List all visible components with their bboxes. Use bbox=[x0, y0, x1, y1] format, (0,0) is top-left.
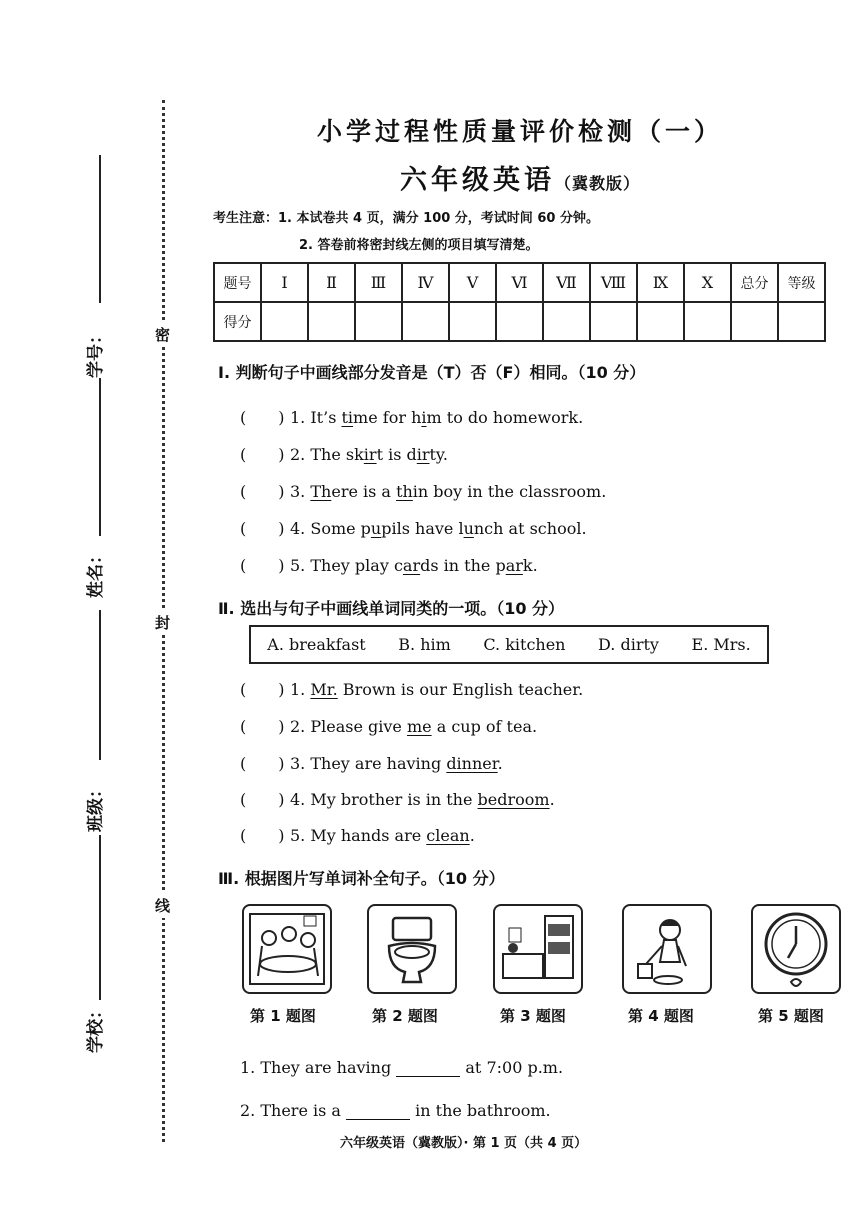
score-table bbox=[213, 262, 826, 342]
s1-question-5 bbox=[240, 553, 538, 576]
underlined-part: Th bbox=[310, 482, 332, 501]
score-table-header-row bbox=[214, 263, 825, 302]
underlined-part: ar bbox=[402, 556, 421, 575]
section-1-heading: Ⅰ. 判断句子中画线部分发音是（T）否（F）相同。（10 分） bbox=[218, 363, 646, 382]
score-cell[interactable] bbox=[543, 302, 590, 341]
underlined-part: ar bbox=[505, 556, 523, 575]
q-number: 4. bbox=[290, 519, 306, 538]
boy-cleaning-icon bbox=[622, 904, 712, 994]
school-label: 学校： bbox=[86, 1002, 106, 1053]
q-text: 1. They are having bbox=[240, 1058, 397, 1077]
underlined-word: dinner bbox=[446, 754, 498, 773]
q-text: nch at school. bbox=[473, 519, 587, 538]
picture-caption-5: 第 5 题图 bbox=[758, 1007, 824, 1025]
s3-question-1 bbox=[240, 1058, 563, 1077]
option-b: B. him bbox=[398, 635, 451, 654]
option-d: D. dirty bbox=[598, 635, 659, 654]
notice-text-1: 1. 本试卷共 4 页，满分 100 分，考试时间 60 分钟。 bbox=[278, 211, 599, 226]
score-col-header: Ⅳ bbox=[402, 263, 449, 302]
q-text: m to do homework. bbox=[426, 408, 584, 427]
subtitle-text: 六年级英语 bbox=[399, 165, 555, 196]
option-a: A. breakfast bbox=[267, 635, 366, 654]
q-number: 3. bbox=[290, 482, 306, 501]
notice-line-2: 2. 答卷前将密封线左侧的项目填写清楚。 bbox=[299, 238, 539, 253]
q-text: me for h bbox=[353, 408, 422, 427]
student-no-label: 学号： bbox=[86, 327, 106, 378]
toilet-icon bbox=[367, 904, 457, 994]
underlined-part: ir bbox=[363, 445, 377, 464]
school-line[interactable] bbox=[99, 835, 101, 1000]
option-box bbox=[249, 625, 769, 664]
q-number: 1. bbox=[290, 408, 306, 427]
underlined-word: me bbox=[406, 717, 432, 736]
q-text: a cup of tea. bbox=[431, 717, 538, 736]
s1-question-2 bbox=[240, 442, 448, 465]
score-row-label: 得分 bbox=[214, 302, 261, 341]
q-text: . bbox=[549, 790, 555, 809]
q-number: 4. bbox=[290, 790, 306, 809]
s1-question-1 bbox=[240, 405, 583, 428]
clock-icon bbox=[751, 904, 841, 994]
answer-parentheses[interactable]: ( ) bbox=[240, 826, 285, 845]
score-col-header: Ⅴ bbox=[449, 263, 496, 302]
score-col-header: Ⅷ bbox=[590, 263, 637, 302]
page-footer: 六年级英语（冀教版）· 第 1 页（共 4 页） bbox=[340, 1136, 588, 1151]
q-text: in the bathroom. bbox=[410, 1101, 551, 1120]
q-text: ds in the p bbox=[420, 556, 506, 575]
score-col-header: Ⅵ bbox=[496, 263, 543, 302]
q-text: The sk bbox=[310, 445, 364, 464]
score-col-header: Ⅱ bbox=[308, 263, 355, 302]
s2-question-1 bbox=[240, 677, 583, 700]
score-cell[interactable] bbox=[637, 302, 684, 341]
seal-char-xian: 线 bbox=[155, 893, 170, 918]
underlined-part: ir bbox=[416, 445, 430, 464]
section-3-heading: Ⅲ. 根据图片写单词补全句子。（10 分） bbox=[218, 869, 505, 888]
q-text: 2. There is a bbox=[240, 1101, 347, 1120]
score-cell[interactable] bbox=[590, 302, 637, 341]
q-text: They play c bbox=[310, 556, 403, 575]
seal-char-mi: 密 bbox=[155, 322, 170, 347]
score-col-header: 等级 bbox=[778, 263, 825, 302]
score-col-header: Ⅸ bbox=[637, 263, 684, 302]
q-number: 2. bbox=[290, 445, 306, 464]
score-cell[interactable] bbox=[496, 302, 543, 341]
score-col-header: Ⅶ bbox=[543, 263, 590, 302]
subtitle-edition: （冀教版） bbox=[554, 174, 640, 193]
picture-caption-3: 第 3 题图 bbox=[500, 1007, 566, 1025]
q-text: at 7:00 p.m. bbox=[460, 1058, 564, 1077]
q-text: They are having bbox=[310, 754, 447, 773]
q-number: 5. bbox=[290, 826, 306, 845]
score-col-header: Ⅲ bbox=[355, 263, 402, 302]
score-cell[interactable] bbox=[684, 302, 731, 341]
score-cell[interactable] bbox=[402, 302, 449, 341]
underlined-part: i bbox=[421, 408, 427, 427]
score-col-header: 总分 bbox=[731, 263, 778, 302]
s2-question-2 bbox=[240, 714, 537, 737]
score-cell[interactable] bbox=[778, 302, 825, 341]
class-label: 班级： bbox=[86, 781, 106, 832]
s2-question-5 bbox=[240, 823, 475, 846]
q-text: in boy in the classroom. bbox=[412, 482, 607, 501]
score-col-header: Ⅰ bbox=[261, 263, 308, 302]
q-text: t is d bbox=[376, 445, 417, 464]
q-text: ere is a bbox=[331, 482, 397, 501]
answer-parentheses[interactable]: ( ) bbox=[240, 519, 285, 538]
score-header-label: 题号 bbox=[214, 263, 261, 302]
q-text: My hands are bbox=[310, 826, 427, 845]
q-text: My brother is in the bbox=[310, 790, 478, 809]
score-cell[interactable] bbox=[449, 302, 496, 341]
underlined-word: bedroom bbox=[477, 790, 550, 809]
option-e: E. Mrs. bbox=[691, 635, 751, 654]
class-line[interactable] bbox=[99, 610, 101, 760]
s1-question-4 bbox=[240, 516, 587, 539]
notice-label: 考生注意： bbox=[213, 211, 279, 226]
section-2-heading: Ⅱ. 选出与句子中画线单词同类的一项。（10 分） bbox=[218, 599, 565, 618]
underlined-part: u bbox=[370, 519, 382, 538]
q-text: Some p bbox=[310, 519, 371, 538]
answer-parentheses[interactable]: ( ) bbox=[240, 408, 285, 427]
answer-parentheses[interactable]: ( ) bbox=[240, 445, 285, 464]
name-label: 姓名： bbox=[86, 547, 106, 598]
q-number: 5. bbox=[290, 556, 306, 575]
underlined-part: u bbox=[463, 519, 474, 538]
score-cell[interactable] bbox=[308, 302, 355, 341]
underlined-word: Mr. bbox=[310, 680, 338, 699]
answer-parentheses[interactable]: ( ) bbox=[240, 680, 285, 699]
underlined-word: clean bbox=[426, 826, 470, 845]
score-cell[interactable] bbox=[355, 302, 402, 341]
answer-blank[interactable] bbox=[346, 1119, 410, 1120]
answer-parentheses[interactable]: ( ) bbox=[240, 482, 285, 501]
s1-question-3 bbox=[240, 479, 606, 502]
q-number: 1. bbox=[290, 680, 306, 699]
q-text: . bbox=[469, 826, 475, 845]
seal-char-feng: 封 bbox=[155, 610, 170, 635]
q-number: 3. bbox=[290, 754, 306, 773]
q-text: Brown is our English teacher. bbox=[337, 680, 584, 699]
notice-line-1 bbox=[213, 207, 599, 226]
kitchen-icon bbox=[493, 904, 583, 994]
score-col-header: Ⅹ bbox=[684, 263, 731, 302]
q-text: It’s bbox=[310, 408, 342, 427]
picture-caption-4: 第 4 题图 bbox=[628, 1007, 694, 1025]
family-dinner-icon bbox=[242, 904, 332, 994]
answer-parentheses[interactable]: ( ) bbox=[240, 556, 285, 575]
q-text: . bbox=[497, 754, 503, 773]
q-text: Please give bbox=[310, 717, 407, 736]
answer-parentheses[interactable]: ( ) bbox=[240, 717, 285, 736]
q-text: ty. bbox=[429, 445, 448, 464]
underlined-part: th bbox=[396, 482, 413, 501]
answer-parentheses[interactable]: ( ) bbox=[240, 790, 285, 809]
s2-question-3 bbox=[240, 751, 503, 774]
picture-caption-1: 第 1 题图 bbox=[250, 1007, 316, 1025]
score-table-score-row bbox=[214, 302, 825, 341]
answer-parentheses[interactable]: ( ) bbox=[240, 754, 285, 773]
score-cell[interactable] bbox=[731, 302, 778, 341]
exam-title: 小学过程性质量评价检测（一） bbox=[316, 117, 723, 146]
picture-caption-2: 第 2 题图 bbox=[372, 1007, 438, 1025]
score-cell[interactable] bbox=[261, 302, 308, 341]
s3-question-2 bbox=[240, 1101, 551, 1120]
name-line[interactable] bbox=[99, 378, 101, 536]
student-no-line[interactable] bbox=[99, 155, 101, 303]
exam-subtitle bbox=[230, 158, 810, 197]
s2-question-4 bbox=[240, 787, 555, 810]
answer-blank[interactable] bbox=[396, 1076, 460, 1077]
underlined-part: ti bbox=[341, 408, 354, 427]
q-number: 2. bbox=[290, 717, 306, 736]
q-text: k. bbox=[522, 556, 538, 575]
q-text: pils have l bbox=[381, 519, 464, 538]
option-c: C. kitchen bbox=[483, 635, 566, 654]
